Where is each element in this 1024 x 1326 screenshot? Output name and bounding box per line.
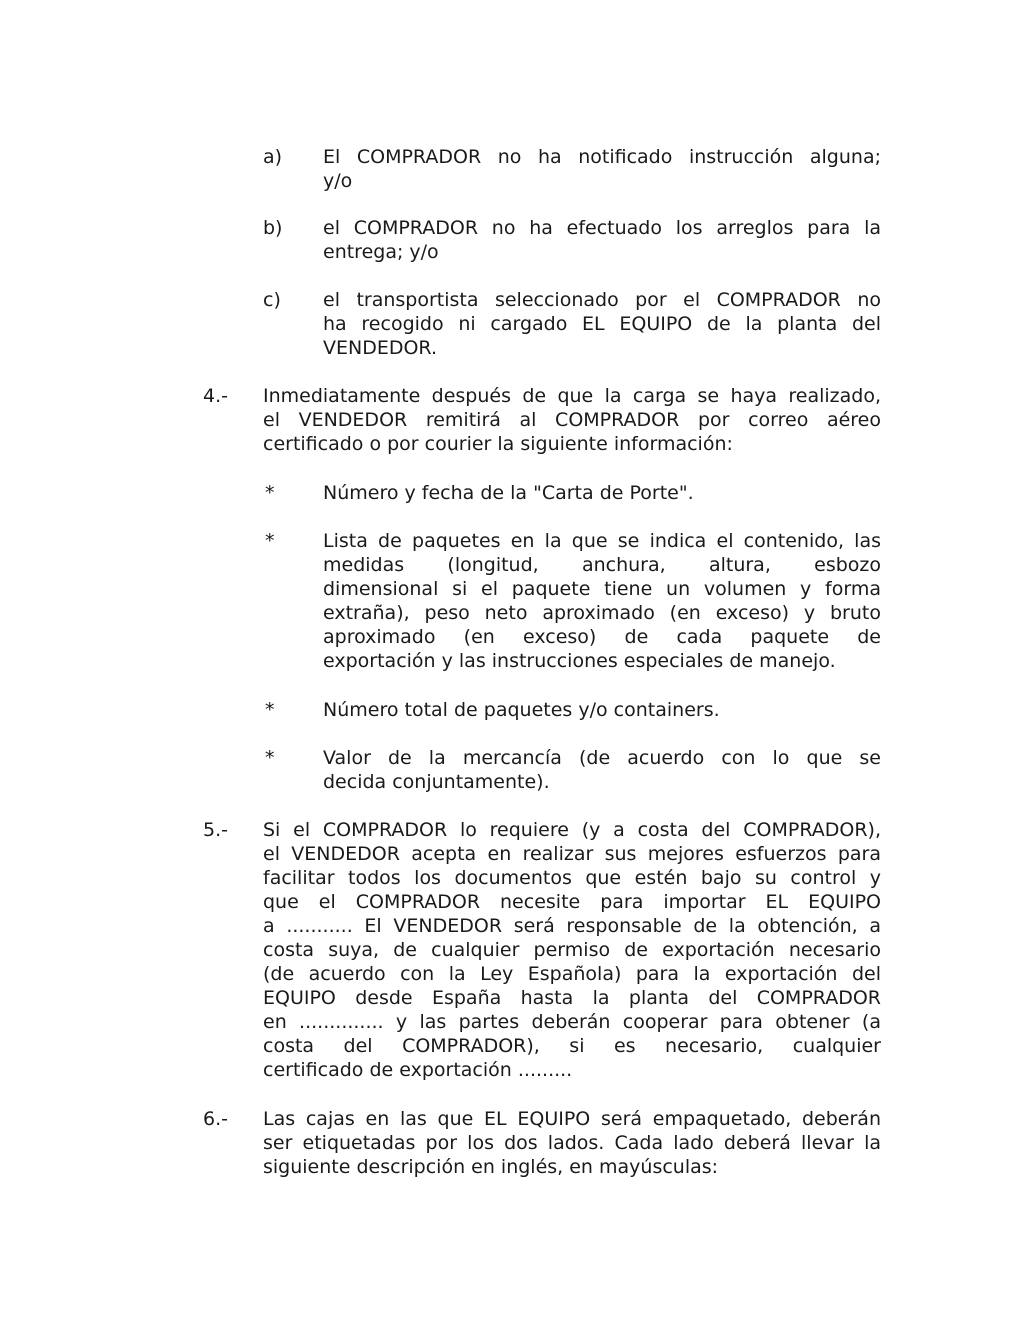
clause-5-line-11: certificado de exportación ......... [263, 1059, 573, 1081]
item-marker-c: c) [263, 289, 281, 311]
clause-4-line-3: certificado o por courier la siguiente información: [263, 433, 733, 455]
bullet-2-line-1: Lista de paquetes en la que se indica el contenido, las [323, 530, 881, 552]
clause-marker-6: 6.- [203, 1108, 228, 1130]
bullet-2-line-6: exportación y las instrucciones especiales de manejo. [323, 650, 836, 672]
clause-marker-4: 4.- [203, 385, 228, 407]
bullet-marker-2: * [265, 530, 275, 552]
clause-5-line-2: el VENDEDOR acepta en realizar sus mejores esfuerzos para [263, 843, 881, 865]
item-c-line-1: el transportista seleccionado por el COMPRADOR no [323, 289, 881, 311]
item-c-line-2: ha recogido ni cargado EL EQUIPO de la planta del [323, 313, 881, 335]
item-marker-a: a) [263, 146, 283, 168]
clause-5-line-5: a ........... El VENDEDOR será responsable de la obtención, a [263, 915, 881, 937]
clause-5-line-10: costa del COMPRADOR), si es necesario, cualquier [263, 1035, 881, 1057]
clause-5-line-8: EQUIPO desde España hasta la planta del COMPRADOR [263, 987, 881, 1009]
clause-6-line-1: Las cajas en las que EL EQUIPO será empaquetado, deberán [263, 1108, 881, 1130]
item-b-line-1: el COMPRADOR no ha efectuado los arreglos para la [323, 217, 881, 239]
clause-6-line-3: siguiente descripción en inglés, en mayúsculas: [263, 1156, 719, 1178]
clause-5-line-6: costa suya, de cualquier permiso de exportación necesario [263, 939, 881, 961]
bullet-marker-1: * [265, 482, 275, 504]
bullet-2-line-2: medidas (longitud, anchura, altura, esbozo [323, 554, 881, 576]
bullet-2-line-4: extraña), peso neto aproximado (en exceso) y bruto [323, 602, 881, 624]
bullet-marker-4: * [265, 747, 275, 769]
clause-4-line-1: Inmediatamente después de que la carga se haya realizado, [263, 385, 881, 407]
bullet-1-line-1: Número y fecha de la "Carta de Porte". [323, 482, 694, 504]
clause-5-line-1: Si el COMPRADOR lo requiere (y a costa del COMPRADOR), [263, 819, 881, 841]
bullet-2-line-3: dimensional si el paquete tiene un volumen y forma [323, 578, 881, 600]
item-c-line-3: VENDEDOR. [323, 337, 437, 359]
clause-5-line-3: facilitar todos los documentos que estén bajo su control y [263, 867, 881, 889]
bullet-4-line-1: Valor de la mercancía (de acuerdo con lo que se [323, 747, 881, 769]
item-marker-b: b) [263, 217, 283, 239]
clause-5-line-9: en .............. y las partes deberán cooperar para obtener (a [263, 1011, 881, 1033]
clause-4-line-2: el VENDEDOR remitirá al COMPRADOR por correo aéreo [263, 409, 881, 431]
item-a-line-1: El COMPRADOR no ha notificado instrucción alguna; [323, 146, 881, 168]
clause-marker-5: 5.- [203, 819, 228, 841]
item-b-line-2: entrega; y/o [323, 241, 439, 263]
bullet-marker-3: * [265, 699, 275, 721]
clause-5-line-4: que el COMPRADOR necesite para importar EL EQUIPO [263, 891, 881, 913]
bullet-3-line-1: Número total de paquetes y/o containers. [323, 699, 720, 721]
clause-5-line-7: (de acuerdo con la Ley Española) para la exportación del [263, 963, 881, 985]
item-a-line-2: y/o [323, 170, 353, 192]
clause-6-line-2: ser etiquetadas por los dos lados. Cada lado deberá llevar la [263, 1132, 881, 1154]
bullet-2-line-5: aproximado (en exceso) de cada paquete de [323, 626, 881, 648]
bullet-4-line-2: decida conjuntamente). [323, 771, 550, 793]
